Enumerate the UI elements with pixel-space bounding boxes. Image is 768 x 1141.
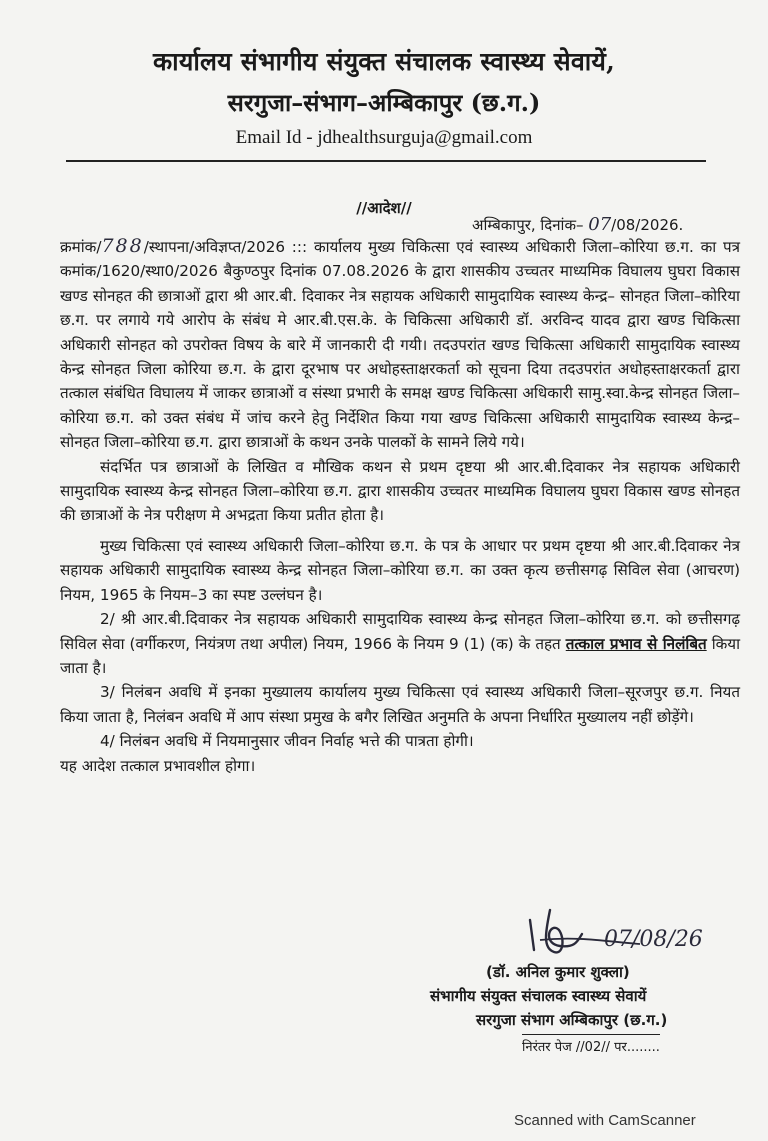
signatory-designation: संभागीय संयुक्त संचालक स्वास्थ्य सेवायें bbox=[430, 987, 647, 1005]
para4-end: किया जाता है। bbox=[60, 634, 741, 677]
order-body bbox=[60, 234, 740, 778]
office-subtitle: सरगुजा–संभाग–अम्बिकापुर (छ.ग.) bbox=[227, 88, 541, 117]
handwritten-ref-number: 788 bbox=[101, 235, 144, 257]
ref-text: /स्थापना/अविज्ञप्त/2026 ::: कार्यालय मुख्य चिकित्सा एवं स्वास्थ्य अधिकारी जिला–कोरिया छ.ग. का पत्र कमांक/1620/स्था0/2026 बैकुण्ठपुर दिनांक 07.08.2026 के द्वारा शासकीय उच्चतर माध्यमिक विघालय घुघरा विकास खण्ड सोनहत की छात्राओं द्वारा श्री आर.बी. दिवाकर नेत्र सहायक अधिकारी सामुदायिक स्वास्थ्य केन्द्र– सोनहत जिला–कोरिया छ.ग. पर लगाये गये आरोप के संबंध मे आर.बी.एस.के. के चिकित्सा अधिकारी डॉ. अरविन्द यादव द्वारा खण्ड चिकित्सा अधिकारी सोनहत को उपरोक्त विषय के बारे में जानकारी दी गयी। तदउपरांत खण्ड चिकित्सा अधिकारी सामुदायिक स्वास्थ्य केन्द्र सोनहत जिला कोरिया छ.ग. के द्वारा दूरभाष पर अधोहस्ताक्षरकर्ता को सूचना दिया तदउपरांत अधोहस्ताक्षरकर्ता द्वारा तत्काल संबंधित विघालय में जाकर छात्राओं व संस्था प्रभारी के समक्ष खण्ड चिकित्सा अधिकारी सामु.स्वा.केन्द्र सोनहत जिला–कोरिया छ.ग. को उक्त संबंध में जांच करने हेतु निर्देशित किया गया खण्ड चिकित्सा अधिकारी सामुदायिक स्वास्थ्य केन्द्र–सोनहत जिला–कोरिया छ.ग. द्वारा छात्राओं के कथन उनके पालकों के सामने लिये गये। bbox=[60, 238, 740, 452]
place-date-prefix: अम्बिकापुर, दिनांक– bbox=[472, 216, 584, 234]
paragraph-5 bbox=[60, 680, 740, 729]
paragraph-2: संदर्भित पत्र छात्राओं के लिखित व मौखिक कथन से प्रथम दृष्टया श्री आर.बी.दिवाकर नेत्र सहायक अधिकारी सामुदायिक स्वास्थ्य केन्द्र सोनहत जिला–कोरिया छ.ग. द्वारा शासकीय उच्चतर माध्यमिक विघालय घुघरा विकास खण्ड सोनहत की छात्राओं के नेत्र परीक्षण मे अभद्रता किया प्रतीत होता है। bbox=[60, 457, 740, 525]
order-title: //आदेश// bbox=[356, 199, 412, 217]
scanner-watermark: Scanned with CamScanner bbox=[514, 1112, 696, 1129]
signatory-name: (डॉ. अनिल कुमार शुक्ला) bbox=[486, 963, 630, 981]
office-title: कार्यालय संभागीय संयुक्त संचालक स्वास्थ्य सेवायें, bbox=[152, 47, 616, 76]
paragraph-1 bbox=[60, 234, 740, 455]
para4-number: 2/ bbox=[100, 610, 115, 629]
date-suffix: /08/2026. bbox=[611, 216, 684, 234]
handwritten-day: 07 bbox=[588, 214, 612, 235]
para6-text: निलंबन अवधि में नियमानुसार जीवन निर्वाह भत्ते की पात्रता होगी। bbox=[119, 732, 474, 751]
para5-text: निलंबन अवधि में इनका मुख्यालय कार्यालय मुख्य चिकित्सा एवं स्वास्थ्य अधिकारी जिला–सूरजपुर छ.ग. नियत किया जाता है, निलंबन अवधि में आप संस्था प्रमुख के बगैर लिखित अनुमति के अपना निर्धारित मुख्यालय नहीं छोड़ेंगे। bbox=[60, 683, 741, 726]
paragraph-4 bbox=[60, 607, 740, 680]
para5-number: 3/ bbox=[100, 683, 115, 702]
signatory-place: सरगुजा संभाग अम्बिकापुर (छ.ग.) bbox=[476, 1011, 668, 1029]
page-continued-note: निरंतर पेज //02// पर........ bbox=[522, 1034, 660, 1055]
paragraph-3: मुख्य चिकित्सा एवं स्वास्थ्य अधिकारी जिला–कोरिया छ.ग. के पत्र के आधार पर प्रथम दृष्टया श्री आर.बी.दिवाकर नेत्र सहायक अधिकारी सामुदायिक स्वास्थ्य केन्द्र सोनहत जिला–कोरिया छ.ग. का उक्त कृत्य छत्तीसगढ़ सिविल सेवा (आचरण) नियम, 1965 के नियम–3 का स्पष्ट उल्लंघन है। bbox=[60, 536, 740, 604]
para4-text: श्री आर.बी.दिवाकर नेत्र सहायक अधिकारी सामुदायिक स्वास्थ्य केन्द्र सोनहत जिला–कोरिया छ.ग. को छत्तीसगढ़ सिविल सेवा (वर्गीकरण, नियंत्रण तथा अपील) नियम, 1966 के नियम 9 (1) (क) के तहत bbox=[60, 610, 741, 653]
signature-scribble bbox=[520, 900, 720, 970]
signature-date: 07/08/26 bbox=[604, 927, 703, 952]
header-rule bbox=[66, 160, 706, 162]
paragraph-7: यह आदेश तत्काल प्रभावशील होगा। bbox=[60, 756, 256, 775]
suspension-phrase: तत्काल प्रभाव से निलंबित bbox=[565, 634, 707, 653]
para6-number: 4/ bbox=[100, 732, 115, 751]
paragraph-6 bbox=[60, 729, 740, 753]
ref-prefix: क्रमांक/ bbox=[60, 238, 102, 256]
place-date bbox=[472, 214, 683, 235]
office-email: Email Id - jdhealthsurguja@gmail.com bbox=[235, 127, 533, 148]
